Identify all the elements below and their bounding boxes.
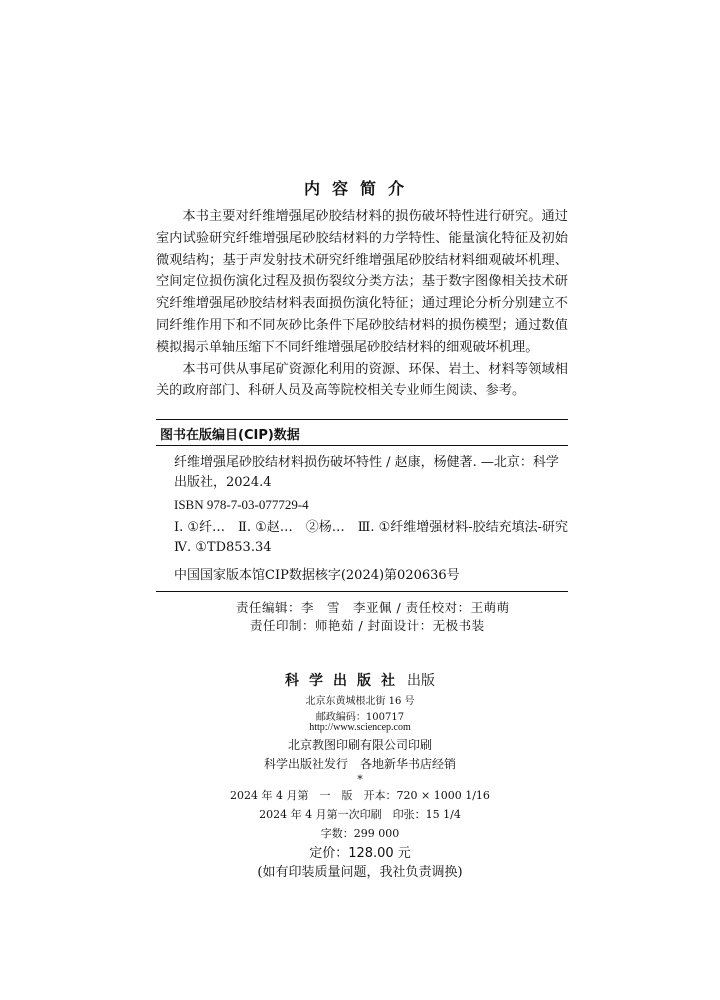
cip-number: 中国国家版本馆CIP数据核字(2024)第020636号 xyxy=(174,568,460,583)
publisher-line xyxy=(0,670,720,690)
publisher-address: 北京东黄城根北街 16 号 xyxy=(305,696,415,707)
editors-line: 责任编辑：李 雪 李亚佩 / 责任校对：王萌萌 xyxy=(236,600,510,615)
edition-line: 2024 年 4 月第 一 版 开本：720 × 1000 1/16 xyxy=(230,789,490,802)
price-line: 定价：128.00 元 xyxy=(309,846,411,861)
wordcount-line: 字数：299 000 xyxy=(320,827,400,840)
cip-top-rule xyxy=(156,419,568,420)
publisher-website: http://www.sciencep.com xyxy=(309,722,411,733)
publisher-postcode: 邮政编码：100717 xyxy=(315,712,405,723)
quality-notice: (如有印装质量问题，我社负责调换) xyxy=(257,865,463,880)
cip-isbn: ISBN 978-7-03-077729-4 xyxy=(174,497,309,512)
synopsis-body xyxy=(156,206,568,402)
synopsis-title: 内容简介 xyxy=(303,179,416,198)
printer-line: 北京教图印刷有限公司印刷 xyxy=(287,738,432,752)
separator-star: * xyxy=(357,773,363,786)
publisher-logo: 科学出版社 xyxy=(285,673,405,689)
cip-bottom-rule xyxy=(156,591,568,592)
cip-heading: 图书在版编目(CIP)数据 xyxy=(160,428,300,443)
cip-heading-rule xyxy=(156,445,568,446)
impression-line: 2024 年 4 月第一次印刷 印张：15 1/4 xyxy=(259,808,461,821)
synopsis-paragraph-2: 本书可供从事尾矿资源化利用的资源、环保、岩土、材料等领域相关的政府部门、科研人员及高等院校相关专业师生阅读、参考。 xyxy=(156,361,568,399)
distributor-line: 科学出版社发行 各地新华书店经销 xyxy=(263,757,456,771)
synopsis-paragraph-1: 本书主要对纤维增强尾砂胶结材料的损伤破坏特性进行研究。通过室内试验研究纤维增强尾砂胶结材料的力学特性、能量演化特征及初始微观结构；基于声发射技术研究纤维增强尾砂胶结材料细观破坏机理、空间定位损伤演化过程及损伤裂纹分类方法；基于数字图像相关技术研究纤维增强尾砂胶结材料表面损伤演化特征；通过理论分析分别建立不同纤维作用下和不同灰砂比条件下尾砂胶结材料的损伤模型；通过数值模拟揭示单轴压缩下不同纤维增强尾砂胶结材料的细观破坏机理。 xyxy=(156,209,568,355)
cip-classification: Ⅰ. ①纤… Ⅱ. ①赵… ②杨… Ⅲ. ①纤维增强材料-胶结充填法-研究 Ⅳ. ①TD853.34 xyxy=(174,520,582,555)
production-line: 责任印制：师艳茹 / 封面设计：无极书装 xyxy=(250,618,485,633)
cip-record: 纤维增强尾砂胶结材料损伤破坏特性 / 赵康，杨健著. —北京：科学出版社，2024.4 xyxy=(174,455,559,490)
publisher-suffix: 出版 xyxy=(407,673,435,689)
